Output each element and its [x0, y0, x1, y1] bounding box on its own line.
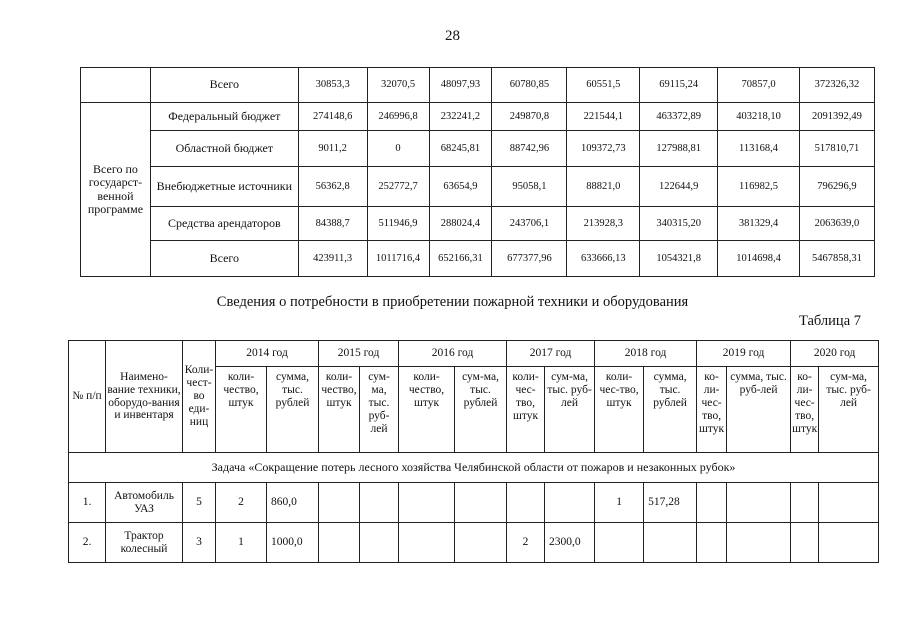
value-cell: 511946,9 — [367, 207, 429, 241]
value-cell: 88821,0 — [567, 167, 640, 207]
header-year: 2016 год — [399, 341, 507, 367]
value-cell: 796296,9 — [799, 167, 874, 207]
cell — [727, 523, 791, 563]
value-cell: 122644,9 — [640, 167, 718, 207]
row-label: Всего — [150, 68, 298, 103]
header-sub-sum: сумма, тыс. рублей — [267, 367, 319, 453]
task-title: Задача «Сокращение потерь лесного хозяйства Челябинской области от пожаров и незаконных рубок» — [69, 453, 879, 483]
value-cell: 116982,5 — [718, 167, 800, 207]
cell: 2 — [216, 483, 267, 523]
value-cell: 463372,89 — [640, 103, 718, 131]
budget-row-total — [81, 241, 875, 277]
row-num: 1. — [69, 483, 106, 523]
header-row-years — [69, 341, 879, 367]
budget-row — [81, 167, 875, 207]
header-sub-count: коли-чество, штук — [319, 367, 360, 453]
header-sub-sum: сумма, тыс. руб-лей — [727, 367, 791, 453]
task-row — [69, 453, 879, 483]
cell: 2 — [507, 523, 545, 563]
header-sub-sum: сумма, тыс. рублей — [644, 367, 697, 453]
header-sub-count: коли-чество, штук — [216, 367, 267, 453]
value-cell: 403218,10 — [718, 103, 800, 131]
value-cell: 9011,2 — [298, 131, 367, 167]
value-cell: 127988,81 — [640, 131, 718, 167]
cell — [455, 483, 507, 523]
cell — [455, 523, 507, 563]
value-cell: 340315,20 — [640, 207, 718, 241]
budget-row — [81, 207, 875, 241]
value-cell: 221544,1 — [567, 103, 640, 131]
cell — [644, 523, 697, 563]
cell: 860,0 — [267, 483, 319, 523]
value-cell: 48097,93 — [429, 68, 492, 103]
header-year: 2018 год — [595, 341, 697, 367]
row-qty: 3 — [183, 523, 216, 563]
value-cell: 69115,24 — [640, 68, 718, 103]
value-cell: 372326,32 — [799, 68, 874, 103]
budget-row — [81, 131, 875, 167]
budget-row — [81, 103, 875, 131]
value-cell: 633666,13 — [567, 241, 640, 277]
value-cell: 232241,2 — [429, 103, 492, 131]
value-cell: 517810,71 — [799, 131, 874, 167]
value-cell: 1014698,4 — [718, 241, 800, 277]
cell — [791, 523, 819, 563]
table-row — [69, 483, 879, 523]
cell — [399, 483, 455, 523]
cell: 1000,0 — [267, 523, 319, 563]
value-cell: 1011716,4 — [367, 241, 429, 277]
value-cell: 88742,96 — [492, 131, 567, 167]
row-name: Автомобиль УАЗ — [106, 483, 183, 523]
value-cell: 60780,85 — [492, 68, 567, 103]
table-row — [69, 523, 879, 563]
cell — [360, 523, 399, 563]
cell — [819, 483, 879, 523]
value-cell: 274148,6 — [298, 103, 367, 131]
row-qty: 5 — [183, 483, 216, 523]
header-name: Наимено-вание техники, оборудо-вания и инвентаря — [106, 341, 183, 453]
cell: 2300,0 — [545, 523, 595, 563]
row-num: 2. — [69, 523, 106, 563]
header-sub-count: ко-ли-чес-тво, штук — [697, 367, 727, 453]
value-cell: 246996,8 — [367, 103, 429, 131]
cell — [319, 523, 360, 563]
value-cell: 2063639,0 — [799, 207, 874, 241]
row-label: Средства арендаторов — [150, 207, 298, 241]
header-year: 2019 год — [697, 341, 791, 367]
equipment-needs-table — [68, 340, 879, 563]
budget-row-total-top — [81, 68, 875, 103]
header-year: 2020 год — [791, 341, 879, 367]
group-label: Всего по государст-венной программе — [81, 103, 151, 277]
value-cell: 677377,96 — [492, 241, 567, 277]
cell: 517,28 — [644, 483, 697, 523]
row-label: Областной бюджет — [150, 131, 298, 167]
value-cell: 252772,7 — [367, 167, 429, 207]
cell — [360, 483, 399, 523]
value-cell: 56362,8 — [298, 167, 367, 207]
value-cell: 109372,73 — [567, 131, 640, 167]
header-sub-sum: сум-ма, тыс. руб-лей — [360, 367, 399, 453]
value-cell: 68245,81 — [429, 131, 492, 167]
row-name: Трактор колесный — [106, 523, 183, 563]
value-cell: 381329,4 — [718, 207, 800, 241]
budget-summary-table — [80, 67, 875, 277]
value-cell: 5467858,31 — [799, 241, 874, 277]
header-sub-count: коли-чес-тво, штук — [595, 367, 644, 453]
header-year: 2015 год — [319, 341, 399, 367]
cell — [697, 483, 727, 523]
cell — [791, 483, 819, 523]
header-sub-sum: сум-ма, тыс. руб-лей — [545, 367, 595, 453]
cell — [399, 523, 455, 563]
value-cell: 113168,4 — [718, 131, 800, 167]
value-cell: 288024,4 — [429, 207, 492, 241]
header-year: 2014 год — [216, 341, 319, 367]
cell: 1 — [595, 483, 644, 523]
header-sub-sum: сум-ма, тыс. рублей — [455, 367, 507, 453]
header-sub-sum: сум-ма, тыс. руб-лей — [819, 367, 879, 453]
cell — [595, 523, 644, 563]
value-cell: 0 — [367, 131, 429, 167]
value-cell: 84388,7 — [298, 207, 367, 241]
value-cell: 32070,5 — [367, 68, 429, 103]
cell — [819, 523, 879, 563]
header-sub-count: ко-ли-чес-тво, штук — [791, 367, 819, 453]
value-cell: 213928,3 — [567, 207, 640, 241]
table-label: Таблица 7 — [798, 313, 861, 329]
value-cell: 60551,5 — [567, 68, 640, 103]
value-cell: 63654,9 — [429, 167, 492, 207]
value-cell: 30853,3 — [298, 68, 367, 103]
value-cell: 70857,0 — [718, 68, 800, 103]
value-cell: 95058,1 — [492, 167, 567, 207]
header-qty: Коли-чест-во еди-ниц — [183, 341, 216, 453]
value-cell: 423911,3 — [298, 241, 367, 277]
value-cell: 249870,8 — [492, 103, 567, 131]
value-cell: 652166,31 — [429, 241, 492, 277]
page-number: 28 — [445, 28, 460, 44]
cell — [697, 523, 727, 563]
value-cell: 243706,1 — [492, 207, 567, 241]
header-sub-count: коли-чес-тво, штук — [507, 367, 545, 453]
value-cell: 1054321,8 — [640, 241, 718, 277]
row-label: Федеральный бюджет — [150, 103, 298, 131]
header-num: № п/п — [69, 341, 106, 453]
row-label: Всего — [150, 241, 298, 277]
header-year: 2017 год — [507, 341, 595, 367]
cell — [319, 483, 360, 523]
value-cell: 2091392,49 — [799, 103, 874, 131]
cell: 1 — [216, 523, 267, 563]
row-label: Внебюджетные источники — [150, 167, 298, 207]
cell — [727, 483, 791, 523]
cell — [507, 483, 545, 523]
header-sub-count: коли-чество, штук — [399, 367, 455, 453]
section-title: Сведения о потребности в приобретении пожарной техники и оборудования — [216, 294, 689, 310]
cell — [545, 483, 595, 523]
